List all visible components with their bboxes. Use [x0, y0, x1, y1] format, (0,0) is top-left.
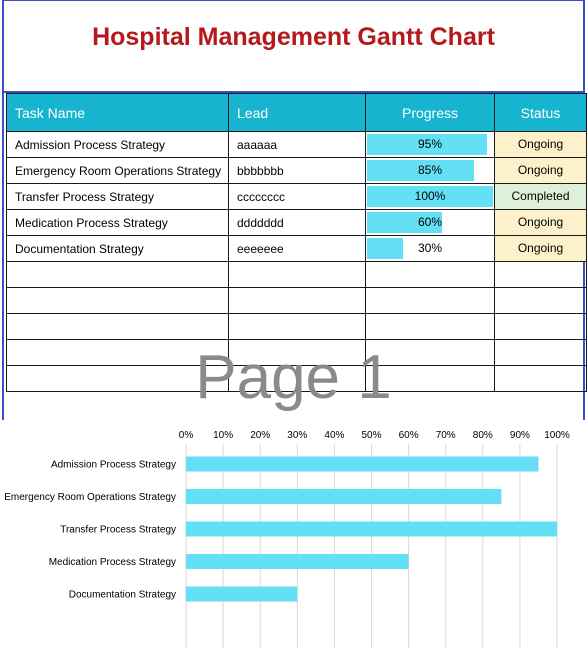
chart-bar [186, 587, 297, 602]
lead-cell[interactable]: bbbbbbb [229, 158, 366, 184]
chart-tick-label: 60% [398, 430, 419, 441]
task-name-cell[interactable]: Documentation Strategy [7, 236, 229, 262]
page-title: Hospital Management Gantt Chart [92, 23, 495, 51]
lead-cell[interactable]: cccccccc [229, 184, 366, 210]
chart-tick-label: 70% [435, 430, 456, 441]
table-row [7, 210, 587, 236]
lead-cell[interactable]: ddddddd [229, 210, 366, 236]
task-name-cell[interactable]: Medication Process Strategy [7, 210, 229, 236]
status-cell[interactable] [495, 236, 587, 262]
progress-cell[interactable] [366, 132, 495, 158]
task-name-cell[interactable]: Emergency Room Operations Strategy [7, 158, 229, 184]
chart-tick-label: 50% [361, 430, 382, 441]
chart-tick-label: 40% [324, 430, 345, 441]
progress-cell[interactable] [366, 184, 495, 210]
empty-cell[interactable] [229, 314, 366, 340]
chart-tick-label: 20% [250, 430, 271, 441]
progress-label: 60% [417, 215, 443, 229]
table-row [7, 158, 587, 184]
status-badge: Completed [511, 189, 570, 203]
chart-bar [186, 554, 409, 569]
empty-table-row [7, 314, 587, 340]
header-progress[interactable]: Progress [366, 94, 495, 132]
status-badge: Ongoing [517, 215, 564, 229]
chart-svg [0, 420, 587, 648]
chart-category-label: Emergency Room Operations Strategy [4, 492, 176, 503]
empty-cell[interactable] [229, 288, 366, 314]
empty-cell[interactable] [366, 262, 495, 288]
table-header-row [7, 94, 587, 132]
task-name-cell[interactable]: Transfer Process Strategy [7, 184, 229, 210]
chart-category-label: Transfer Process Strategy [60, 524, 176, 536]
empty-cell[interactable] [495, 314, 587, 340]
empty-cell[interactable] [7, 262, 229, 288]
progress-label: 95% [417, 137, 443, 151]
status-cell[interactable] [495, 132, 587, 158]
status-badge: Ongoing [517, 137, 564, 151]
progress-label: 85% [417, 163, 443, 177]
status-cell[interactable] [495, 158, 587, 184]
header-lead[interactable]: Lead [229, 94, 366, 132]
status-cell[interactable] [495, 210, 587, 236]
header-task-name[interactable]: Task Name [7, 94, 229, 132]
progress-cell[interactable] [366, 158, 495, 184]
task-name-cell[interactable]: Admission Process Strategy [7, 132, 229, 158]
table-row [7, 132, 587, 158]
header-status[interactable]: Status [495, 94, 587, 132]
status-badge: Ongoing [517, 163, 564, 177]
chart-tick-label: 30% [287, 430, 308, 441]
empty-cell[interactable] [366, 288, 495, 314]
chart-tick-label: 0% [178, 430, 194, 441]
empty-cell[interactable] [495, 262, 587, 288]
chart-category-label: Admission Process Strategy [50, 459, 176, 471]
empty-cell[interactable] [7, 314, 229, 340]
progress-cell[interactable] [366, 210, 495, 236]
progress-chart [0, 420, 587, 648]
lead-cell[interactable]: aaaaaa [229, 132, 366, 158]
chart-bar [186, 522, 557, 537]
chart-tick-label: 90% [509, 430, 530, 441]
status-badge: Ongoing [517, 241, 564, 255]
empty-cell[interactable] [229, 262, 366, 288]
chart-category-label: Documentation Strategy [68, 589, 176, 601]
empty-cell[interactable] [366, 314, 495, 340]
empty-cell[interactable] [7, 288, 229, 314]
chart-bar [186, 489, 501, 504]
progress-cell[interactable] [366, 236, 495, 262]
chart-tick-label: 100% [544, 430, 570, 441]
progress-label: 30% [417, 241, 443, 255]
chart-tick-label: 10% [213, 430, 234, 441]
chart-category-label: Medication Process Strategy [48, 557, 176, 568]
empty-table-row [7, 288, 587, 314]
chart-bar [186, 457, 538, 472]
page-watermark: Page 1 [195, 343, 392, 412]
lead-cell[interactable]: eeeeeee [229, 236, 366, 262]
progress-label: 100% [414, 189, 446, 203]
table-row [7, 236, 587, 262]
chart-tick-label: 80% [472, 430, 493, 441]
empty-cell[interactable] [495, 288, 587, 314]
table-row [7, 184, 587, 210]
empty-table-row [7, 262, 587, 288]
status-cell[interactable] [495, 184, 587, 210]
